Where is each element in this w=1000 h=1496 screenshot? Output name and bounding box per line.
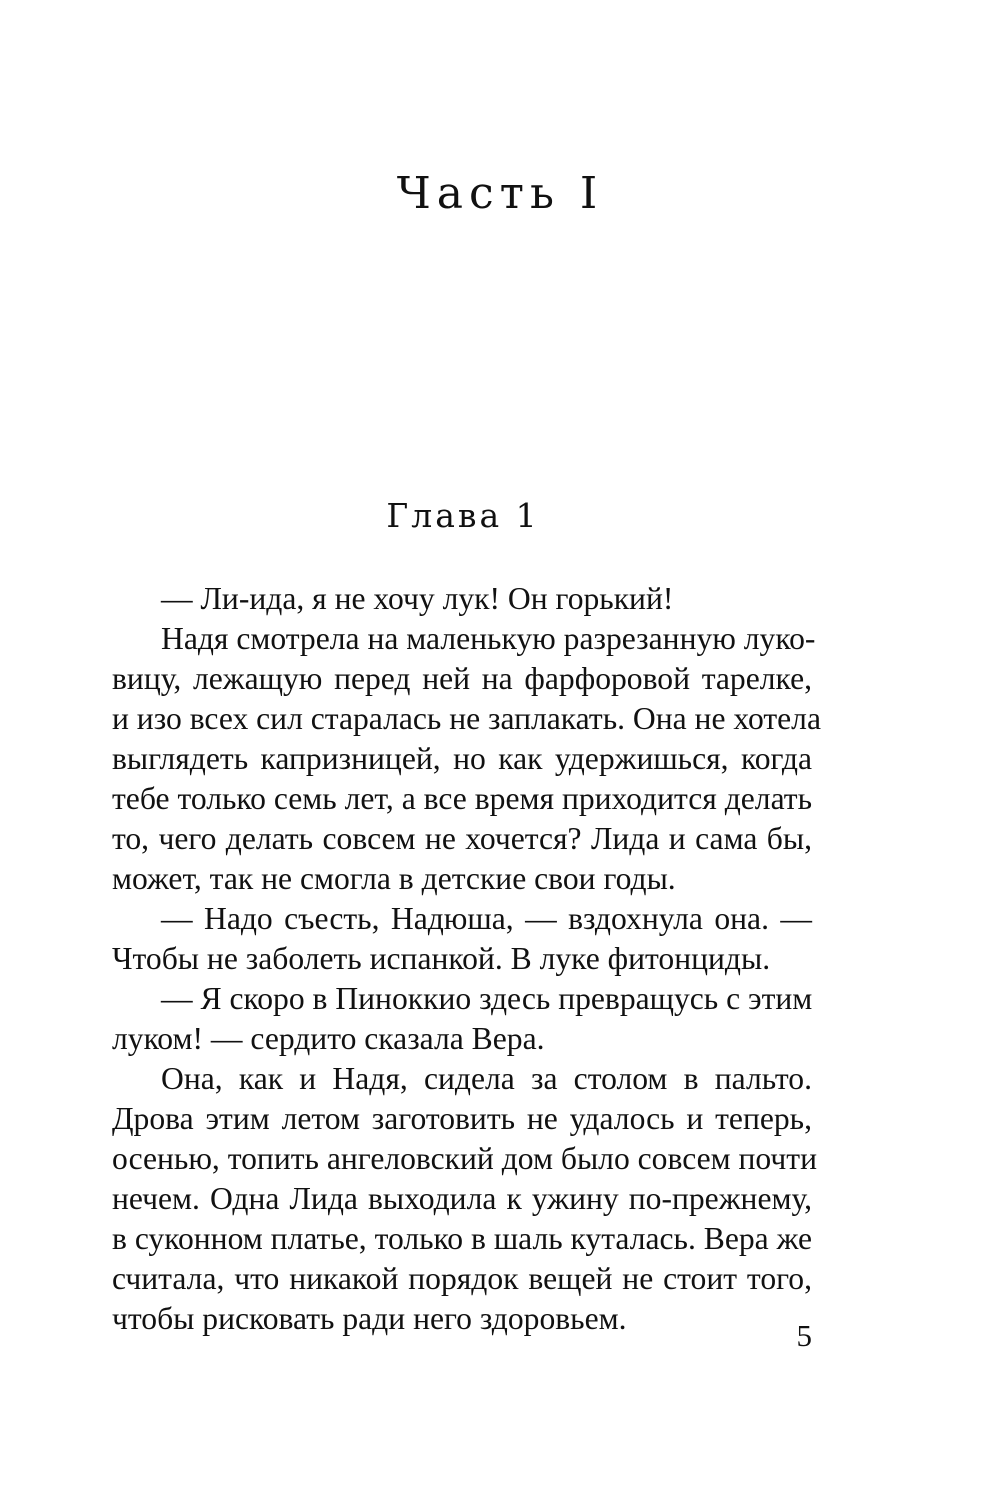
text-line: нечем. Одна Лида выходила к ужину по-прежнему, xyxy=(112,1181,812,1216)
text-line: может, так не смогла в детские свои годы. xyxy=(112,861,676,896)
text-line: Чтобы не заболеть испанкой. В луке фитонциды. xyxy=(112,941,771,976)
text-line: в суконном платье, только в шаль куталась. Вера же xyxy=(112,1221,812,1256)
text-line: Надя смотрела на маленькую разрезанную луко- xyxy=(161,621,816,656)
text-line: луком! — сердито сказала Вера. xyxy=(112,1021,545,1056)
text-line: Она, как и Надя, сидела за столом в пальто. xyxy=(161,1061,812,1096)
text-line: то, чего делать совсем не хочется? Лида и сама бы, xyxy=(112,821,812,856)
text-line: чтобы рисковать ради него здоровьем. xyxy=(112,1301,627,1336)
text-line: и изо всех сил старалась не заплакать. Она не хотела xyxy=(112,701,821,736)
body-text xyxy=(112,579,821,1339)
text-line: осенью, топить ангеловский дом было совсем почти xyxy=(112,1141,818,1176)
text-line: вицу, лежащую перед ней на фарфоровой тарелке, xyxy=(112,661,812,696)
text-line: — Ли-ида, я не хочу лук! Он горький! xyxy=(161,581,674,616)
text-line: Дрова этим летом заготовить не удалось и теперь, xyxy=(112,1101,812,1136)
text-line: — Я скоро в Пиноккио здесь превращусь с этим xyxy=(161,981,813,1016)
page-number: 5 xyxy=(796,1318,812,1353)
chapter-title: Глава 1 xyxy=(386,496,540,535)
text-line: выглядеть капризницей, но как удержишься, когда xyxy=(112,741,812,776)
text-line: тебе только семь лет, а все время приходится делать xyxy=(112,781,812,816)
text-line: считала, что никакой порядок вещей не стоит того, xyxy=(112,1261,812,1296)
text-line: — Надо съесть, Надюша, — вздохнула она. — xyxy=(161,901,812,936)
part-title: Часть I xyxy=(396,168,604,219)
